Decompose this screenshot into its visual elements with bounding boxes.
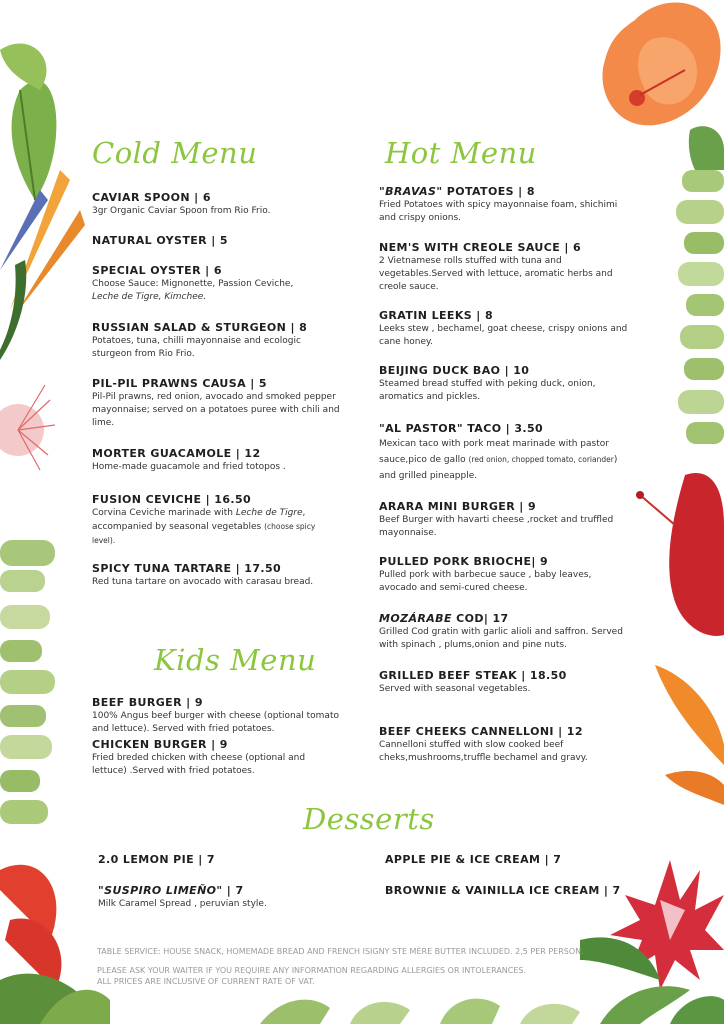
kids-menu-title: Kids Menu bbox=[154, 643, 317, 677]
menu-item bbox=[379, 308, 629, 349]
item-name: MORTER GUACAMOLE | 12 bbox=[92, 447, 261, 460]
item-name: RUSSIAN SALAD & STURGEON | 8 bbox=[92, 321, 308, 334]
item-description-text: , accompanied by seasonal vegetables bbox=[92, 508, 306, 532]
item-name: SPICY TUNA TARTARE | 17.50 bbox=[92, 562, 282, 575]
item-name-italic: "BRAVAS" bbox=[379, 185, 443, 198]
item-name: 2.0 LEMON PIE | 7 bbox=[98, 853, 215, 866]
vat-note: ALL PRICES ARE INCLUSIVE OF CURRENT RATE OF VAT. bbox=[97, 977, 315, 986]
item-description: Grilled Cod gratin with garlic alioli and saffron. Served with spinach , plums,onion and pine nuts. bbox=[379, 627, 623, 650]
menu-item bbox=[92, 190, 340, 218]
item-description-text: Mexican taco with pork meat marinade with pastor sauce,pico de gallo bbox=[379, 439, 609, 465]
item-name: GRATIN LEEKS | 8 bbox=[379, 309, 494, 322]
menu-item bbox=[385, 883, 625, 898]
cold-menu-title: Cold Menu bbox=[92, 136, 258, 170]
menu-item bbox=[379, 668, 629, 696]
menu-item bbox=[98, 852, 358, 867]
item-description: Served with seasonal vegetables. bbox=[379, 684, 531, 694]
item-name: SPECIAL OYSTER | 6 bbox=[92, 264, 222, 277]
item-name-text: POTATOES | 8 bbox=[442, 185, 535, 198]
item-name-text: | 7 bbox=[222, 884, 244, 897]
menu-item bbox=[92, 492, 340, 548]
item-name-text: COD| 17 bbox=[451, 612, 509, 625]
item-description-text: Corvina Ceviche marinade with bbox=[92, 508, 236, 518]
item-name bbox=[379, 611, 629, 626]
item-description: Cannelloni stuffed with slow cooked beef cheks,mushrooms,truffle bechamel and gravy. bbox=[379, 740, 588, 763]
heliconia-flower-bottom-left bbox=[0, 830, 110, 1024]
leaves-bottom-center bbox=[260, 988, 600, 1024]
item-name: APPLE PIE & ICE CREAM | 7 bbox=[385, 853, 562, 866]
item-name: NATURAL OYSTER | 5 bbox=[92, 234, 228, 247]
item-name: NEM'S WITH CREOLE SAUCE | 6 bbox=[379, 241, 582, 254]
item-description-small: (red onion, chopped tomato, coriander bbox=[468, 455, 614, 464]
item-name: BEEF BURGER | 9 bbox=[92, 696, 203, 709]
menu-item bbox=[92, 695, 340, 736]
menu-item bbox=[92, 320, 340, 361]
allergies-note: PLEASE ASK YOUR WAITER IF YOU REQUIRE ANY INFORMATION REGARDING ALLERGIES OR INTOLERANCES. bbox=[97, 966, 527, 975]
item-name: BROWNIE & VAINILLA ICE CREAM | 7 bbox=[385, 884, 621, 897]
item-name: BEIJING DUCK BAO | 10 bbox=[379, 364, 530, 377]
item-description-text: ) and grilled pineapple. bbox=[379, 455, 618, 481]
item-description: Milk Caramel Spread , peruvian style. bbox=[98, 899, 267, 909]
item-name: FUSION CEVICHE | 16.50 bbox=[92, 493, 252, 506]
item-description: Leeks stew , bechamel, goat cheese, crispy onions and cane honey. bbox=[379, 324, 628, 347]
item-description bbox=[379, 436, 629, 484]
item-description: Fried breded chicken with cheese (optional and lettuce) .Served with fried potatoes. bbox=[92, 753, 306, 776]
menu-item bbox=[92, 233, 340, 248]
menu-item bbox=[92, 376, 340, 430]
menu-item bbox=[92, 737, 340, 778]
item-description: Pulled pork with barbecue sauce , baby leaves, avocado and semi-cured cheese. bbox=[379, 570, 592, 593]
tropical-leaves-left-top bbox=[0, 30, 90, 370]
menu-item bbox=[379, 421, 629, 484]
bromeliad-flower-bottom-right bbox=[580, 840, 724, 1024]
item-description-text: Choose Sauce: Mignonette, Passion Ceviche, bbox=[92, 279, 294, 289]
item-description: Red tuna tartare on avocado with carasau bread. bbox=[92, 577, 314, 587]
item-description: 100% Angus beef burger with cheese (optional tomato and lettuce). Served with fried potatoes. bbox=[92, 711, 339, 734]
item-description-italic: Leche de Tigre bbox=[235, 508, 303, 518]
menu-item bbox=[379, 724, 629, 765]
item-description: 3gr Organic Caviar Spoon from Rio Frio. bbox=[92, 206, 271, 216]
tropical-leaves-left-middle bbox=[0, 370, 70, 850]
menu-item bbox=[379, 554, 629, 595]
item-name: PIL-PIL PRAWNS CAUSA | 5 bbox=[92, 377, 267, 390]
menu-item bbox=[379, 240, 629, 294]
hot-menu-title: Hot Menu bbox=[385, 136, 537, 170]
item-name-italic: MOZÁRABE bbox=[379, 612, 452, 625]
menu-item bbox=[379, 363, 629, 404]
item-name: "AL PASTOR" TACO | 3.50 bbox=[379, 422, 544, 435]
palm-leaves-right bbox=[672, 170, 724, 460]
item-name: CHICKEN BURGER | 9 bbox=[92, 738, 228, 751]
item-name bbox=[98, 883, 358, 898]
item-description-italic: Leche de Tigre, Kimchee. bbox=[92, 292, 207, 302]
item-description: Fried Potatoes with spicy mayonnaise foam, shichimi and crispy onions. bbox=[379, 200, 618, 223]
table-service-note: TABLE SERVICE: HOUSE SNACK, HOMEMADE BREAD AND FRENCH ISIGNY STE MÈRE BUTTER INCLUDED. 2,5 PER PERSON. bbox=[97, 947, 584, 956]
item-description bbox=[92, 278, 340, 304]
item-name-italic: "SUSPIRO LIMEÑO" bbox=[98, 884, 223, 897]
menu-item bbox=[379, 611, 629, 652]
desserts-title: Desserts bbox=[303, 802, 435, 836]
item-name: ARARA MINI BURGER | 9 bbox=[379, 500, 537, 513]
item-name: GRILLED BEEF STEAK | 18.50 bbox=[379, 669, 567, 682]
item-description: Home-made guacamole and fried totopos . bbox=[92, 462, 286, 472]
menu-item bbox=[379, 499, 629, 540]
menu-item bbox=[92, 561, 340, 589]
item-description: 2 Vietnamese rolls stuffed with tuna and vegetables.Served with lettuce, aromatic herbs and creole sauce. bbox=[379, 256, 613, 292]
item-description-small: (choose spicy level). bbox=[92, 522, 316, 545]
item-description: Pil-Pil prawns, red onion, avocado and smoked pepper mayonnaise; served on a potatoes puree with chili and lime. bbox=[92, 392, 340, 428]
menu-item bbox=[92, 446, 340, 474]
item-name: BEEF CHEEKS CANNELLONI | 12 bbox=[379, 725, 583, 738]
item-name: CAVIAR SPOON | 6 bbox=[92, 191, 211, 204]
red-hibiscus-right bbox=[635, 465, 724, 815]
item-description: Beef Burger with havarti cheese ,rocket and truffled mayonnaise. bbox=[379, 515, 614, 538]
menu-item bbox=[92, 263, 340, 304]
menu-item bbox=[379, 184, 629, 225]
menu-item bbox=[385, 852, 625, 867]
item-description bbox=[92, 507, 340, 548]
hibiscus-flower-top-right bbox=[595, 0, 724, 170]
item-description: Steamed bread stuffed with peking duck, onion, aromatics and pickles. bbox=[379, 379, 596, 402]
item-name: PULLED PORK BRIOCHE| 9 bbox=[379, 555, 549, 568]
menu-item bbox=[98, 883, 358, 911]
item-description: Potatoes, tuna, chilli mayonnaise and ecologic sturgeon from Rio Frio. bbox=[92, 336, 301, 359]
item-name bbox=[379, 184, 629, 199]
